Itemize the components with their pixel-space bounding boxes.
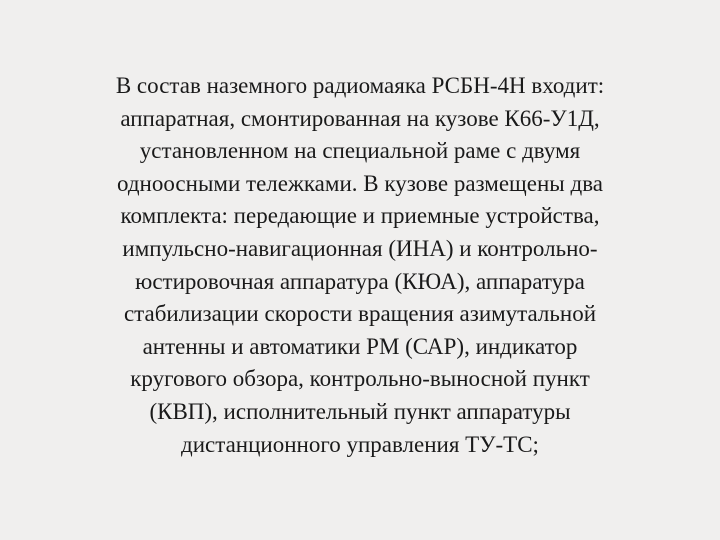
- text-line-2: аппаратная, смонтированная на кузове К66-У1Д,: [120, 105, 600, 131]
- text-line-1: В состав наземного радиомаяка РСБН-4Н входит:: [115, 73, 605, 98]
- text-line-3: установленном на специальной раме с двумя: [139, 138, 581, 164]
- text-line-8: стабилизации скорости вращения азимутальной: [123, 301, 597, 327]
- text-line-7: юстировочная аппаратура (КЮА), аппаратура: [135, 268, 585, 294]
- text-line-4: одноосными тележками. В кузове размещены два: [117, 170, 603, 196]
- text-line-5: комплекта: передающие и приемные устройства,: [120, 203, 600, 229]
- text-line-9: антенны и автоматики РМ (САР), индикатор: [142, 333, 578, 359]
- text-line-12: дистанционного управления ТУ-ТС;: [181, 431, 539, 457]
- text-line-10: кругового обзора, контрольно-выносной пункт: [130, 366, 590, 392]
- text-line-11: (КВП), исполнительный пункт аппаратуры: [149, 398, 571, 424]
- slide-body-text: [38, 70, 682, 461]
- text-line-6: импульсно-навигационная (ИНА) и контрольно-: [122, 235, 598, 261]
